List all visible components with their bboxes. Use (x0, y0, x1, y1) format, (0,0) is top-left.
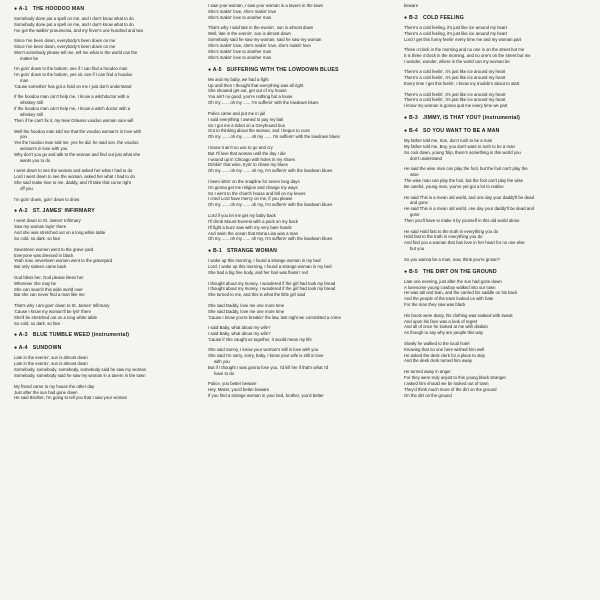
lyric-line: whiskey still (20, 100, 43, 106)
lyric-line: But if I thought I was gonna lose you, I'd kill her if that's what I'd (208, 364, 329, 370)
song-title (404, 15, 587, 22)
lyric-line: If the hoodoo man can't help me, I know a witchdoctor with a (14, 94, 129, 100)
bullet-icon: ● (404, 115, 409, 122)
song-title-text: THE HOODOO MAN (32, 6, 85, 12)
song-title (14, 345, 197, 352)
lyric-line: And the desk clerk turned him away (404, 358, 473, 364)
song-title (404, 128, 587, 135)
lyric-line: He said This is a mean old world, and one day your daddy'll be dead (404, 194, 534, 200)
lyric-line: A lonesome young cowboy walked into our town (404, 284, 496, 290)
lyric-line: Seventeen women went to the grave yard (14, 246, 94, 252)
lyric-line: There's a cold feelin', it's just like ice around my heart (404, 91, 506, 97)
lyric-line: She can search this wide world over (14, 286, 83, 292)
lyric-line: That's why I am goin' down to St. James' Infirmary (14, 302, 110, 308)
lyric-line: Wherever she may be (14, 280, 57, 286)
lyric-line: Late one evening, just after the sun had gone down (404, 278, 502, 284)
lyric-line: She's makin' love, she's makin' love (208, 8, 277, 14)
bullet-icon: ● (404, 268, 409, 275)
lyric-line: I know it ain't no use to go and cry (208, 144, 273, 150)
stanza (404, 25, 587, 43)
lyric-line: And the people of the town looked on with hate (404, 296, 494, 302)
lyric-line: They'd think much more of the dirt on the ground (404, 386, 497, 392)
lyric-line: My father told me, Boy, you don't want to rush to be a man (404, 144, 515, 150)
lyric-line: She'll be stretched out on a long white table (14, 314, 97, 320)
lyric-line: have to do (214, 370, 235, 376)
stanza (208, 111, 393, 141)
lyric-line: you (20, 134, 27, 140)
lyric-line: He turned away in anger (404, 368, 451, 374)
stanza (208, 281, 393, 299)
lyric-line: She's makin' love to another man (208, 54, 272, 60)
lyric-line: My friend came to my house the other day (14, 383, 95, 389)
lyric-line: As though to say why are people this way (404, 330, 484, 336)
track-number: A-2 (18, 208, 28, 215)
lyric-line: She said Sonny, I know your woman's still in love with you (208, 347, 319, 353)
lyric-line: She shouted get out, get out of my house (208, 88, 287, 94)
lyric-line: But I'll love that woman until the day I die (208, 150, 286, 156)
lyric-line: Late in the evenin', sun is almost down (14, 355, 88, 361)
song-title-text: STRANGE WOMAN (226, 248, 278, 255)
lyric-line: Well, late in the evenin', sun is almost down (208, 31, 291, 37)
song-block (404, 15, 587, 109)
stanza (14, 303, 197, 327)
lyric-line: Oh my ...... oh my ...... I'm sufferin' with the lowdown blues (208, 100, 319, 106)
lyric-line: I saw your woman, I saw your woman in a tavern in the town (208, 3, 323, 8)
lyric-line: Hold fast to the truth in everything you do (404, 234, 483, 240)
lyric-line: I cried Lord have mercy on me, if you please (208, 196, 293, 202)
lyric-line: I said Baby, what about my wife? (208, 324, 271, 330)
lyric-line: She turned to me, and this is what the little girl said (208, 292, 305, 298)
stanza (404, 138, 587, 162)
stanza (208, 179, 393, 209)
lyric-line: Just after the sun had gone down (14, 389, 78, 395)
lyric-line: So cold, so dark, so fare (14, 236, 61, 242)
stanza (208, 325, 393, 343)
stanza (208, 381, 393, 399)
lyric-line: Three o'clock in the morning and no one is on the street but me (404, 47, 525, 53)
lyric-line: For they were truly unjust to this young black stranger (404, 374, 506, 380)
lyric-line: So cold, so dark, so fare (14, 320, 61, 326)
song-title-text: SUNDOWN (32, 345, 62, 352)
lyric-line: beware (404, 3, 419, 8)
song-title (208, 248, 393, 255)
lyric-line: off you (20, 186, 33, 192)
lyric-line: Slowly he walked to the local hotel (404, 340, 470, 346)
stanza (208, 25, 393, 60)
lyric-line: His boots were dusty, his clothing was soaked with sweat (404, 312, 513, 318)
lyric-line: Oh my ...... oh my ...... oh my, I'm sufferin' with the lowdown blues (208, 202, 333, 208)
lyric-line: Me and my baby, we had a fight (208, 76, 269, 82)
lyric-line: Somebody said he saw my woman, said he saw my woman (208, 37, 322, 43)
lyric-line: wise (410, 172, 419, 178)
lyrics-column-1 (14, 0, 197, 600)
lyric-line: Got to thinking about the woman, and I begun to cuss (208, 128, 310, 134)
lyric-line: I know my woman is gonna quit me every time we part (404, 103, 508, 109)
lyric-line: Police, you better beware (208, 381, 257, 387)
lyric-line: Lord if you let me get my baby back (208, 212, 276, 218)
lyric-line: Lord I went down to see the woman, asked her what I had to do (14, 174, 135, 180)
stanza (404, 195, 587, 225)
lyric-line: If you find a strange woman in your bed, brother, you'd better (208, 393, 324, 399)
track-number: A-4 (18, 345, 28, 352)
stanza (404, 3, 587, 9)
lyric-line: Everyone was dressed in black (14, 252, 74, 258)
lyric-line: And all of once he looked at me with disdain (404, 324, 488, 330)
stanza (14, 384, 197, 402)
lyric-line: There's a cold feeling, it's just like ice around my heart (404, 24, 507, 30)
lyric-line: For the man they saw was black (404, 302, 466, 308)
stanza (404, 341, 587, 365)
lyric-line: Well the hoodoo man told me that the voodoo woman's in love with (14, 128, 142, 134)
stanza (404, 313, 587, 337)
stanza (14, 218, 197, 242)
song-title-text: SUFFERING WITH THE LOWDOWN BLUES (226, 66, 339, 73)
lyric-line: There's a cold feeling, it's just like ice around my heart (404, 30, 507, 36)
stanza (14, 168, 197, 192)
lyric-line: I thought about my money, I wondered if the girl had took my bread (208, 280, 336, 286)
song-title (14, 208, 197, 215)
lyric-line: I went down to see the woman and asked her what I had to do (14, 168, 133, 174)
track-number: B-4 (408, 128, 418, 135)
lyric-line: Late in the evenin', sun is almost down (14, 361, 88, 367)
lyric-line: Drinkin' that wine, tryin' to chase my blues (208, 162, 288, 168)
lyric-line: but you (410, 246, 425, 252)
lyric-line: I woke up this morning, I found a strange woman in my bed (208, 258, 321, 264)
lyric-line: Knowing that no one here wished him well (404, 346, 485, 352)
song-title (14, 332, 197, 339)
lyric-line: She's makin' love to another man (208, 48, 272, 54)
stanza (404, 47, 587, 65)
stanza (14, 355, 197, 379)
lyric-line: matter be (20, 55, 39, 61)
stanza (14, 66, 197, 90)
stanza (208, 77, 393, 107)
stanza (14, 94, 197, 124)
song-title-text: ST. JAMES' INFIRMARY (32, 208, 95, 215)
lyric-line: Then you'll have to make it by yourself in this old world alone (404, 218, 520, 224)
stanza (208, 303, 393, 321)
lyric-line: Then if he can't fix it, my New Orleans voodoo woman sure will (14, 118, 134, 124)
song-title-text: THE DIRT ON THE GROUND (422, 268, 497, 275)
lyric-line: and gone (410, 200, 428, 206)
lyric-line: Somebody, somebody, somebody, somebody said he saw my woman (14, 367, 147, 373)
lyric-line: My father told me, Son, don't rush to be a man (404, 138, 493, 144)
song-block (404, 128, 587, 262)
song-block (14, 345, 197, 401)
stanza (404, 92, 587, 110)
lyric-line: He said Hold fast to the truth in everything you do (404, 228, 499, 234)
lyric-line: I wound up in Chicago with holes in my shoes (208, 156, 295, 162)
stanza (208, 347, 393, 377)
lyric-line: And swim the ocean that Mona Lisa was a man (208, 230, 299, 236)
lyric-line: So I went to the church house and fell on my knees (208, 190, 306, 196)
lyric-line: He asked the desk clerk for a place to stay (404, 352, 485, 358)
lyric-line: with you (214, 359, 230, 364)
song-block (404, 115, 587, 122)
lyric-line: 'Cause I know you're breakin' the law, last night we committed a crime (208, 314, 341, 320)
lyric-line: But only sixteen came back (14, 264, 67, 270)
lyric-line: And upon his face was a look of regret (404, 318, 478, 324)
lyric-line: Somebody, somebody said he saw my woman in a tavern in the town (14, 373, 146, 379)
lyric-line: I'm goin' down to the bottom, see if I can find a hoodoo man (14, 66, 128, 72)
lyric-line: She's makin' love to another man (208, 14, 272, 20)
lyric-line: Won't somebody please tell me, tell me what in the world can the (14, 50, 138, 56)
lyric-line: It is three o'clock in the morning, and no one's on the street but me (404, 53, 531, 59)
lyric-line: She said Daddy, love me one more time (208, 302, 285, 308)
lyric-line: I said Baby, what about my wife? (208, 330, 271, 336)
lyric-line: Lord I get this funny feelin' every time me and my woman part (404, 36, 522, 42)
track-number: A-3 (18, 332, 28, 339)
lyric-line: So you wanna be a man, now, think you're grown? (404, 256, 500, 262)
lyric-line: Somebody done put a spell on me, and I don't know what to do (14, 21, 134, 27)
lyric-line: I wonder, wonder, where in the world can my woman be (404, 58, 510, 64)
stanza (14, 197, 197, 203)
song-block (14, 332, 197, 339)
lyric-line: She's makin' love, she's makin' love, she's makin' love (208, 42, 311, 48)
lyric-line: I've got the walkin' pneumonia, and my fever's one hundred and two (14, 27, 144, 33)
lyric-line: Be careful, young man, you've yet got a lot to realise (404, 184, 504, 190)
lyric-line: Since I've been down, everybody's been down on me (14, 38, 116, 44)
lyric-line: There's a cold feelin', it's just like ice around my heart (404, 75, 506, 81)
lyric-line: I asked him should we be looked out of town (404, 380, 489, 386)
lyric-line: She had a big fine body, and her hair was flamin' red (208, 270, 308, 276)
bullet-icon: ● (208, 66, 213, 73)
lyric-line: She said make love to me, daddy, and I'll take that curse right (14, 180, 131, 186)
lyric-line: There's a cold feelin', it's just like ice around my heart (404, 69, 506, 75)
stanza (404, 166, 587, 190)
lyric-line: whiskey still (20, 112, 43, 118)
song-block (208, 3, 393, 61)
lyric-line: man (20, 78, 29, 84)
lyric-line: Oh my ...... oh my ...... oh my, I'm sufferin' with the lowdown blues (208, 168, 333, 174)
lyric-line: The wise man can play the fool, but the fool can't play the wise (404, 178, 524, 184)
song-title-text: BLUE TUMBLE WEED (instrumental) (32, 332, 130, 339)
lyric-line: I'm gonna get me religion and change my ways (208, 184, 298, 190)
lyric-line: woman's in love with you (20, 146, 68, 152)
lyric-line: If the hoodoo man can't help me, I know a witch doctor with a (14, 106, 131, 112)
stanza (208, 145, 393, 175)
bullet-icon: ● (14, 332, 19, 339)
lyric-line: I thought about my money, I wondered if the girl had took my bread (208, 286, 336, 292)
lyric-line: He said Brother, I'm going to tell you that I saw your woman (14, 395, 128, 401)
song-block (14, 6, 197, 202)
lyric-line: Police came and put me in jail (208, 110, 266, 116)
stanza (404, 369, 587, 399)
lyric-line: Yeah now, seventeen women went to the graveyard (14, 258, 113, 264)
lyric-line: I'm goin' down to the bottom, yes sir, see if I can find a hoodoo (14, 72, 133, 78)
lyric-line: And she was stretched out on a long white table (14, 230, 106, 236)
lyric-line: And find you a woman that has love in her heart for no one else (404, 240, 525, 246)
stanza (208, 258, 393, 276)
song-title (14, 6, 197, 13)
lyric-line: Lord, I woke up this morning, I found a strange woman in my bed (208, 264, 332, 270)
stanza (14, 38, 197, 62)
lyric-line: don't understand (410, 156, 442, 161)
song-title-text: JIMMY, IS THAT YOU? (instrumental) (422, 115, 521, 122)
stanza (404, 229, 587, 253)
bullet-icon: ● (14, 208, 19, 215)
lyric-line: God bless her, God please bless her (14, 274, 84, 280)
lyric-line: I'll fight a buzz saw with my very bare hands (208, 224, 292, 230)
lyric-line: 'Cause somethin' has got a hold on me I just don't understand (14, 84, 132, 90)
stanza (14, 247, 197, 271)
lyric-line: On the dirt on the ground (404, 392, 452, 398)
bullet-icon: ● (404, 128, 409, 135)
stanza (14, 16, 197, 34)
lyric-line: I'm goin' down, goin' down to drow (14, 196, 80, 202)
lyric-line: She said Daddy, love me one more time (208, 308, 285, 314)
track-number: B-5 (408, 268, 418, 275)
lyric-line: That's why I said late in the evenin', sun is almost down (208, 25, 314, 31)
lyric-line: I been sittin' on the snapline for seven long days (208, 178, 300, 184)
lyric-line: He said the wise man can play the fool, but the fool can't play the (404, 166, 528, 172)
stanza (14, 129, 197, 164)
lyric-line: I went down to St. James' Infirmary (14, 218, 81, 224)
lyric-line: Somebody done put a spell on me, and I don't know what to do (14, 16, 134, 21)
lyric-line: You ain't no good, you're nothing but a louse (208, 94, 293, 100)
lyrics-column-2 (208, 0, 393, 600)
lyric-line: Saw my woman layin' there (14, 224, 67, 230)
lyric-line: I said everything I owned to pay my bail (208, 116, 284, 122)
song-block (208, 67, 393, 243)
lyric-line: I'll climb Mount Everest with a pack on my back (208, 218, 298, 224)
bullet-icon: ● (404, 14, 409, 21)
lyric-line: There's a cold feelin', it's just like ice around my heart (404, 97, 506, 103)
lyric-line: She said I'm sorry, sorry, baby, I know your wife is still in love (208, 353, 324, 359)
song-block (14, 208, 197, 326)
lyric-line: 'Cause if she caught us together, it would mean my life (208, 336, 312, 342)
bullet-icon: ● (14, 6, 19, 12)
song-title (208, 67, 393, 74)
lyric-line: Oh my ...... oh my ...... oh my, I'm sufferin' with the lowdown blues (208, 236, 333, 242)
track-number: B-1 (212, 248, 222, 255)
lyric-line: Every time I get this feelin', I know my trouble's about to start (404, 81, 520, 87)
stanza (14, 275, 197, 299)
track-number: B-2 (408, 14, 418, 21)
track-number: A-1 (18, 6, 28, 12)
lyric-line: But she can never find a man like me (14, 292, 85, 298)
lyric-line: Up until then I thought that everything was all right (208, 82, 304, 88)
track-number: A-5 (212, 66, 222, 73)
song-block (404, 3, 587, 9)
lyric-line: Since I've been down, everybody's been down on me (14, 44, 116, 50)
lyric-line: Oh my ...... oh my ...... oh my ...... I'm sufferin' with the lowdown blues (208, 134, 340, 140)
bullet-icon: ● (14, 345, 19, 352)
song-block (404, 269, 587, 399)
lyric-line: He was tall and lean, and the carried his saddle on his back (404, 290, 518, 296)
lyric-line: gone (410, 212, 420, 218)
track-number: B-3 (408, 115, 418, 122)
lyric-line: Why don't you go and talk to the woman and find out just what she (14, 152, 141, 158)
lyric-line: wants you to do (20, 158, 51, 164)
stanza (404, 257, 587, 263)
bullet-icon: ● (208, 248, 213, 255)
lyric-line: So cool down, young 'blip, there's something in this world you (404, 150, 521, 156)
stanza (404, 279, 587, 309)
stanza (208, 213, 393, 243)
lyric-line: Yes the hoodoo man told me, yes he did, he said son, the voodoo (14, 140, 139, 146)
stanza (404, 69, 587, 87)
song-title-text: COLD FEELING (422, 14, 464, 21)
lyrics-column-3 (404, 0, 587, 600)
song-title-text: SO YOU WANT TO BE A MAN (422, 128, 500, 135)
song-title (404, 269, 587, 276)
lyric-line: Hey, Mister, you'd better beware (208, 387, 270, 393)
stanza (208, 3, 393, 21)
song-block (208, 248, 393, 399)
song-title (404, 115, 587, 122)
lyric-line: So I got me a ticket on a Greyhound bus (208, 122, 285, 128)
lyric-line: 'Cause I know my woman'll be lyin' there (14, 308, 91, 314)
lyric-line: He said This is a mean old world, one day your daddy'll be dead and (404, 206, 534, 212)
